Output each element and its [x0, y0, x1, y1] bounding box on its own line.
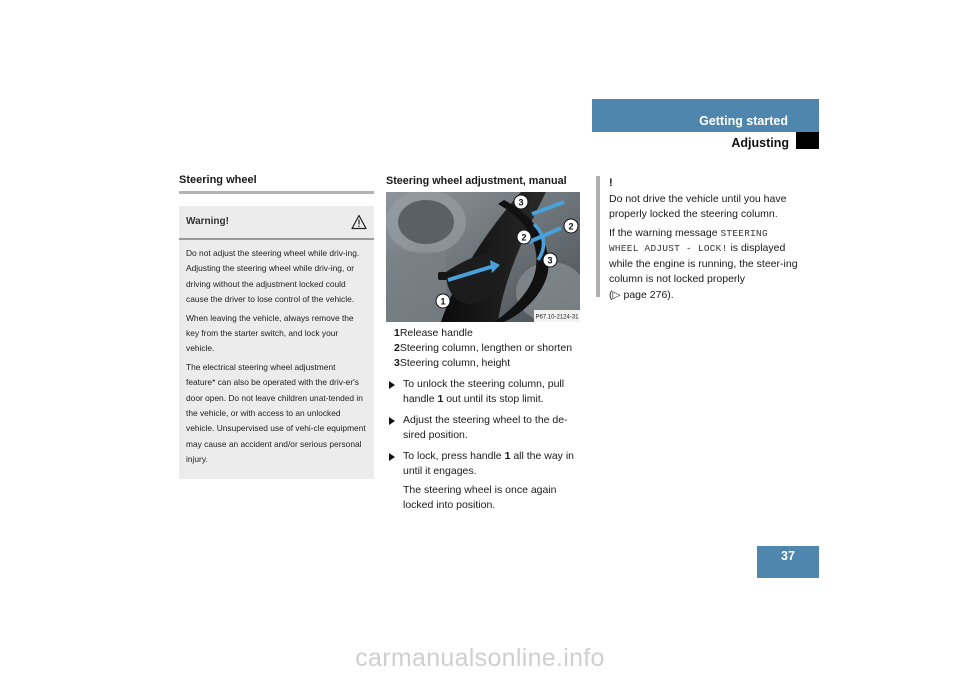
photo-callout: 1: [440, 296, 446, 307]
photo-callout: 3: [547, 255, 553, 266]
page-reference-link[interactable]: (▷ page 276).: [609, 288, 674, 301]
display-message: STEERING WHEEL ADJUST - LOCK!: [609, 227, 768, 254]
photo-callout: 2: [568, 221, 574, 232]
warning-separator: [179, 238, 374, 240]
legend-item: 1Release handle: [394, 327, 473, 339]
step-bullet-icon: [389, 417, 395, 425]
steering-column-photo: [386, 192, 580, 322]
warning-title: Warning!: [186, 216, 229, 228]
heading-rule: [179, 191, 374, 194]
photo-code: P67.10-2124-31: [535, 314, 579, 321]
page-number: 37: [757, 546, 819, 578]
header-marker: [796, 132, 819, 149]
photo-callout: 2: [521, 232, 527, 243]
warning-paragraph: The electrical steering wheel adjustment feature* can also be operated with the driv-er's door open. Do not leave children unat-tended in the vehicle, or with access to an unlocked vehicle. Unsupervised use of vehi-cle equipment may cause an accident and/or serious personal injury.: [186, 361, 366, 465]
note-box: [609, 176, 799, 306]
section-title: Getting started: [699, 114, 788, 128]
instruction-step: Adjust the steering wheel to the de-sired position.: [386, 413, 580, 443]
middle-column: [386, 174, 580, 513]
legend-item: 2Steering column, lengthen or shorten: [394, 342, 573, 354]
warning-paragraph: When leaving the vehicle, always remove the key from the starter switch, and lock your vehicle.: [186, 312, 354, 354]
steering-wheel-heading: Steering wheel: [179, 174, 257, 186]
step-result: The steering wheel is once again locked into position.: [403, 484, 557, 511]
instruction-step: To lock, press handle 1 all the way in until it engages. The steering wheel is once again locked into position.: [386, 449, 580, 513]
legend-item: 3Steering column, height: [394, 357, 511, 369]
warning-paragraph: Do not adjust the steering wheel while driv-ing. Adjusting the steering wheel while driv-ing, or driving without the adjustment locked could cause the driver to lose control of the vehicle.: [186, 248, 360, 305]
photo-legend: [386, 326, 580, 371]
warning-box: [179, 206, 374, 479]
step-bullet-icon: [389, 453, 395, 461]
warning-triangle-icon: [351, 214, 367, 230]
warning-header: [186, 206, 367, 236]
note-paragraph: Do not drive the vehicle until you have properly locked the steering column.: [609, 192, 787, 220]
photo-callout: 3: [518, 197, 524, 208]
watermark: carmanualsonline.info: [355, 644, 605, 672]
note-bar: [596, 176, 600, 297]
subsection-title: Adjusting: [731, 136, 789, 150]
instruction-step: To unlock the steering column, pull handle 1 out until its stop limit.: [386, 377, 580, 407]
exclamation-icon: !: [609, 177, 613, 189]
section-header-bar: [592, 99, 819, 132]
step-bullet-icon: [389, 381, 395, 389]
left-column: [179, 174, 374, 479]
note-paragraph: If the warning message STEERING WHEEL ADJUST - LOCK! is displayed while the engine is running, the steer-ing column is not locked properly (▷ page 276).: [609, 226, 798, 301]
adjustment-heading: Steering wheel adjustment, manual: [386, 175, 567, 187]
